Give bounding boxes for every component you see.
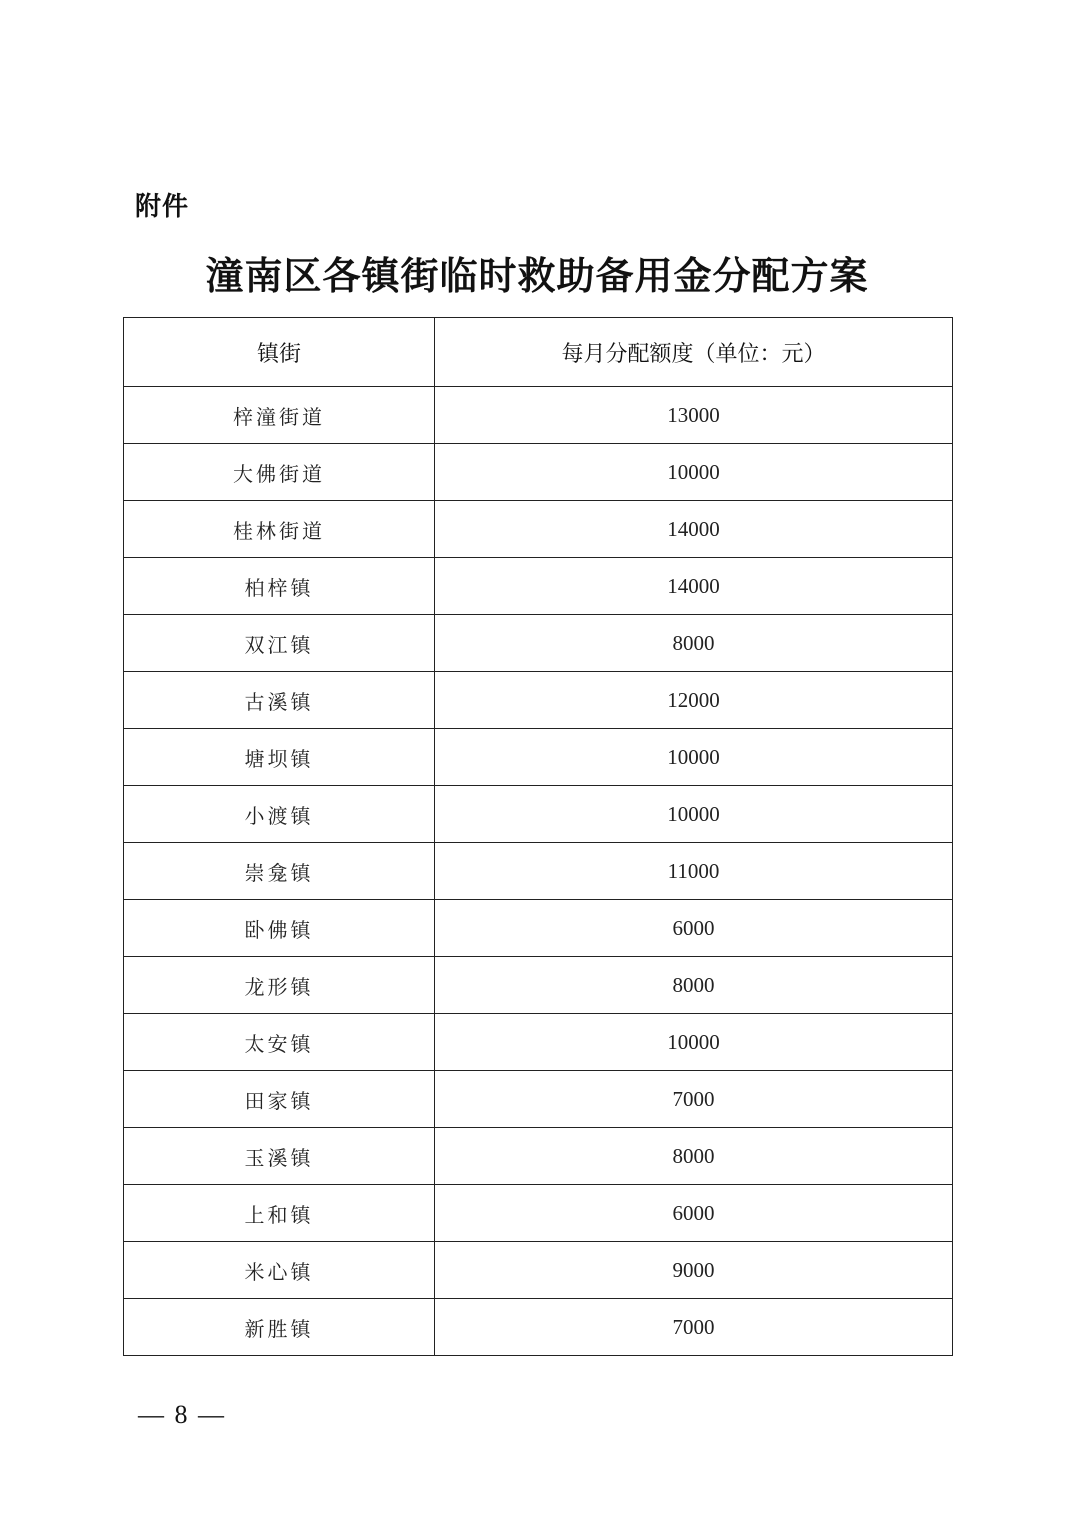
table-row [124,387,953,444]
town-name-cell: 大佛街道 [124,444,435,501]
amount-cell: 8000 [435,615,953,672]
amount-cell: 9000 [435,1242,953,1299]
amount-cell: 8000 [435,1128,953,1185]
amount-cell: 13000 [435,387,953,444]
town-name-cell: 桂林街道 [124,501,435,558]
table-row [124,558,953,615]
table-header-row [124,318,953,387]
amount-cell: 6000 [435,1185,953,1242]
table-row [124,501,953,558]
town-name-cell: 双江镇 [124,615,435,672]
town-name-cell: 古溪镇 [124,672,435,729]
amount-cell: 10000 [435,786,953,843]
town-name-cell: 上和镇 [124,1185,435,1242]
town-name-cell: 梓潼街道 [124,387,435,444]
town-name-cell: 玉溪镇 [124,1128,435,1185]
table-row [124,900,953,957]
town-name-cell: 小渡镇 [124,786,435,843]
amount-cell: 8000 [435,957,953,1014]
table-row [124,1128,953,1185]
column-header-town: 镇街 [124,318,435,387]
page-title: 潼南区各镇街临时救助备用金分配方案 [205,253,869,298]
column-header-amount: 每月分配额度（单位：元） [435,318,953,387]
table-row [124,1185,953,1242]
amount-cell: 14000 [435,501,953,558]
town-name-cell: 田家镇 [124,1071,435,1128]
table-row [124,786,953,843]
town-name-cell: 米心镇 [124,1242,435,1299]
amount-cell: 14000 [435,558,953,615]
allocation-table [123,317,953,1356]
table-row [124,843,953,900]
amount-cell: 6000 [435,900,953,957]
table-row [124,1014,953,1071]
town-name-cell: 柏梓镇 [124,558,435,615]
town-name-cell: 塘坝镇 [124,729,435,786]
table-row [124,957,953,1014]
table-row [124,615,953,672]
town-name-cell: 新胜镇 [124,1299,435,1356]
amount-cell: 10000 [435,444,953,501]
amount-cell: 10000 [435,1014,953,1071]
table-row [124,672,953,729]
town-name-cell: 卧佛镇 [124,900,435,957]
amount-cell: 7000 [435,1071,953,1128]
amount-cell: 7000 [435,1299,953,1356]
town-name-cell: 龙形镇 [124,957,435,1014]
table-row [124,444,953,501]
amount-cell: 11000 [435,843,953,900]
amount-cell: 12000 [435,672,953,729]
page-number: — 8 — [138,1400,226,1429]
amount-cell: 10000 [435,729,953,786]
table-row [124,1299,953,1356]
town-name-cell: 太安镇 [124,1014,435,1071]
town-name-cell: 崇龛镇 [124,843,435,900]
table-row [124,729,953,786]
annex-label: 附件 [135,192,190,222]
table-row [124,1242,953,1299]
table-row [124,1071,953,1128]
